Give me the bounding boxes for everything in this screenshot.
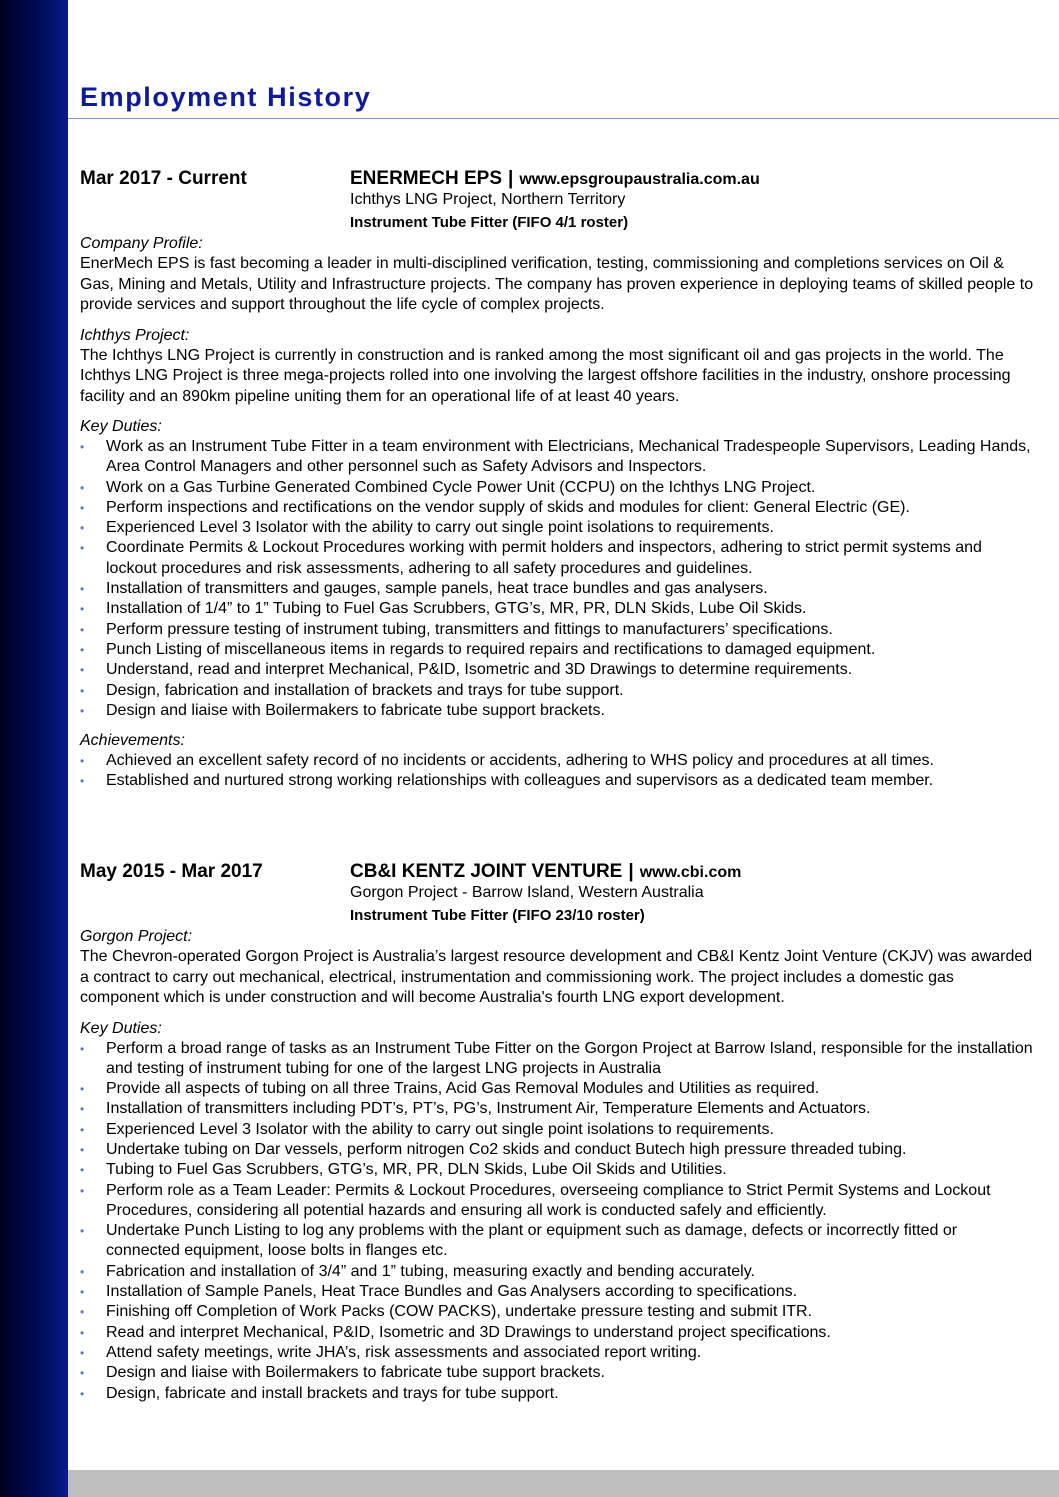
bullet-icon: •	[80, 1366, 85, 1381]
list-item-text: Work on a Gas Turbine Generated Combined Cycle Power Unit (CCPU) on the Ichthys LNG Project.	[106, 478, 816, 496]
list-item-text: Understand, read and interpret Mechanical, P&ID, Isometric and 3D Drawings to determine requirements.	[106, 661, 853, 679]
list-item	[80, 1282, 1035, 1302]
bullet-icon: •	[80, 1305, 85, 1320]
bullet-icon: •	[80, 774, 85, 789]
list-item	[80, 1262, 1035, 1282]
list-item	[80, 681, 1035, 701]
title-divider	[68, 118, 1059, 119]
job-company	[350, 168, 760, 191]
job-role: Instrument Tube Fitter (FIFO 23/10 roster)	[350, 907, 645, 924]
list-item	[80, 771, 1035, 791]
list-item-text: Established and nurtured strong working relationships with colleagues and supervisors as a dedicated team member.	[106, 772, 934, 790]
list-item-text: Perform role as a Team Leader: Permits & Lockout Procedures, overseeing compliance to Strict Permit Systems and Lockout Procedures, considering all potential hazards and ensuring all work is conducted safely and efficiently.	[106, 1181, 991, 1219]
job-period: May 2015 - Mar 2017	[80, 861, 263, 882]
list-item	[80, 599, 1035, 619]
list-item	[80, 1221, 1035, 1262]
bullet-icon: •	[80, 1082, 85, 1097]
section-title: Employment History	[80, 82, 372, 112]
bullet-icon: •	[80, 1142, 85, 1157]
bullet-icon: •	[80, 1122, 85, 1137]
company-name: CB&I KENTZ JOINT VENTURE	[350, 861, 623, 882]
list-item-text: Read and interpret Mechanical, P&ID, Isometric and 3D Drawings to understand project specifications.	[106, 1323, 831, 1341]
list-item	[80, 620, 1035, 640]
duties-label: Key Duties:	[80, 1019, 162, 1037]
achievements-label: Achievements:	[80, 732, 185, 750]
list-item	[80, 1099, 1035, 1119]
list-item	[80, 1160, 1035, 1180]
list-item	[80, 1039, 1035, 1080]
bullet-icon: •	[80, 1224, 85, 1239]
job-entry	[80, 168, 1035, 792]
bullet-icon: •	[80, 1345, 85, 1360]
bullet-icon: •	[80, 622, 85, 637]
list-item-text: Achieved an excellent safety record of no incidents or accidents, adhering to WHS policy and procedures at all times.	[106, 752, 934, 770]
bullet-icon: •	[80, 541, 85, 556]
list-item-text: Undertake tubing on Dar vessels, perform nitrogen Co2 skids and conduct Butech high pressure threaded tubing.	[106, 1140, 907, 1158]
bullet-icon: •	[80, 500, 85, 515]
list-item-text: Work as an Instrument Tube Fitter in a team environment with Electricians, Mechanical Tradespeople Supervisors, Leading Hands, Area Control Managers and other personnel such as Safety Advisors and Inspectors.	[106, 438, 1031, 476]
list-item-text: Experienced Level 3 Isolator with the ability to carry out single point isolations to requirements.	[106, 519, 774, 537]
job-header	[80, 861, 1035, 924]
list-item-text: Installation of transmitters including PDT’s, PT’s, PG’s, Instrument Air, Temperature Elements and Actuators.	[106, 1100, 871, 1118]
profile-label: Company Profile:	[80, 235, 203, 252]
list-item	[80, 1079, 1035, 1099]
company-url: www.epsgroupaustralia.com.au	[519, 171, 760, 188]
bullet-icon: •	[80, 480, 85, 495]
duties-list	[80, 437, 1035, 721]
list-item	[80, 1323, 1035, 1343]
job-location: Gorgon Project - Barrow Island, Western Australia	[350, 884, 704, 901]
footer-bar	[68, 1470, 1059, 1497]
list-item-text: Undertake Punch Listing to log any problems with the plant or equipment such as damage, defects or incorrectly fitted or connected equipment, loose bolts in flanges etc.	[106, 1222, 958, 1260]
list-item-text: Design and liaise with Boilermakers to fabricate tube support brackets.	[106, 1364, 605, 1382]
bullet-icon: •	[80, 754, 85, 769]
profile-text: EnerMech EPS is fast becoming a leader in multi-disciplined verification, testing, commissioning and completions services on Oil & Gas, Mining and Metals, Utility and Infrastructure projects. The company has proven experience in deploying teams of skilled people to provide services and support throughout the life cycle of complex projects.	[80, 255, 1034, 313]
company-url: www.cbi.com	[639, 864, 742, 881]
list-item-text: Design, fabrication and installation of brackets and trays for tube support.	[106, 681, 624, 699]
list-item	[80, 437, 1035, 478]
list-item-text: Provide all aspects of tubing on all three Trains, Acid Gas Removal Modules and Utilities as required.	[106, 1080, 820, 1098]
job-company	[350, 861, 741, 884]
bullet-icon: •	[80, 1325, 85, 1340]
bullet-icon: •	[80, 602, 85, 617]
job-header	[80, 168, 1035, 231]
list-item-text: Tubing to Fuel Gas Scrubbers, GTG’s, MR, PR, DLN Skids, Lube Oil Skids and Utilities.	[106, 1161, 727, 1179]
list-item-text: Installation of 1/4” to 1” Tubing to Fuel Gas Scrubbers, GTG’s, MR, PR, DLN Skids, Lube Oil Skids.	[106, 600, 807, 618]
list-item	[80, 701, 1035, 721]
duties-list	[80, 1039, 1035, 1404]
list-item-text: Attend safety meetings, write JHA’s, risk assessments and associated report writing.	[106, 1343, 702, 1361]
bullet-icon: •	[80, 1264, 85, 1279]
bullet-icon: •	[80, 703, 85, 718]
job-entry	[80, 861, 1035, 1404]
bullet-icon: •	[80, 1386, 85, 1401]
list-item	[80, 518, 1035, 538]
company-separator: |	[508, 168, 514, 189]
list-item-text: Installation of transmitters and gauges, sample panels, heat trace bundles and gas analysers.	[106, 580, 768, 598]
company-separator: |	[628, 861, 634, 882]
bullet-icon: •	[80, 1285, 85, 1300]
list-item-text: Design and liaise with Boilermakers to fabricate tube support brackets.	[106, 701, 605, 719]
list-item	[80, 1363, 1035, 1383]
list-item	[80, 640, 1035, 660]
bullet-icon: •	[80, 683, 85, 698]
bullet-icon: •	[80, 521, 85, 536]
list-item	[80, 1181, 1035, 1222]
bullet-icon: •	[80, 1183, 85, 1198]
list-item	[80, 498, 1035, 518]
bullet-icon: •	[80, 642, 85, 657]
job-location: Ichthys LNG Project, Northern Territory	[350, 191, 626, 208]
list-item	[80, 538, 1035, 579]
duties-label: Key Duties:	[80, 418, 162, 435]
project-label: Gorgon Project:	[80, 928, 193, 945]
list-item	[80, 660, 1035, 680]
list-item	[80, 1302, 1035, 1322]
job-period: Mar 2017 - Current	[80, 168, 247, 189]
list-item-text: Punch Listing of miscellaneous items in regards to required repairs and rectifications to damaged equipment.	[106, 640, 876, 658]
list-item-text: Coordinate Permits & Lockout Procedures working with permit holders and inspectors, adhering to strict permit systems and lockout procedures and risk assessments, adhering to all safety procedures and guidelines.	[106, 539, 982, 577]
list-item	[80, 478, 1035, 498]
job-role: Instrument Tube Fitter (FIFO 4/1 roster)	[350, 214, 629, 231]
list-item	[80, 1343, 1035, 1363]
list-item-text: Perform a broad range of tasks as an Instrument Tube Fitter on the Gorgon Project at Barrow Island, responsible for the installation and testing of instrument tubing for one of the largest LNG projects in Australia	[106, 1039, 1033, 1077]
list-item-text: Experienced Level 3 Isolator with the ability to carry out single point isolations to requirements.	[106, 1120, 774, 1138]
list-item-text: Perform inspections and rectifications on the vendor supply of skids and modules for client: General Electric (GE).	[106, 498, 910, 516]
list-item-text: Finishing off Completion of Work Packs (COW PACKS), undertake pressure testing and submit ITR.	[106, 1303, 813, 1321]
bullet-icon: •	[80, 440, 85, 454]
bullet-icon: •	[80, 1102, 85, 1117]
list-item	[80, 1120, 1035, 1140]
list-item	[80, 1140, 1035, 1160]
sidebar-band	[0, 0, 68, 1497]
bullet-icon: •	[80, 1041, 85, 1056]
list-item-text: Perform pressure testing of instrument tubing, transmitters and fittings to manufacturers’ specifications.	[106, 620, 833, 638]
list-item	[80, 579, 1035, 599]
bullet-icon: •	[80, 1163, 85, 1178]
list-item-text: Design, fabricate and install brackets and trays for tube support.	[106, 1384, 559, 1402]
list-item-text: Fabrication and installation of 3/4” and 1” tubing, measuring exactly and bending accurately.	[106, 1262, 755, 1280]
company-name: ENERMECH EPS	[350, 168, 503, 189]
project-text: The Chevron-operated Gorgon Project is Australia’s largest resource development and CB&I Kentz Joint Venture (CKJV) was awarded a contract to carry out mechanical, electrical, instrumentation and commissioning work. The project includes a domestic gas component which is under construction and will become Australia's fourth LNG export development.	[80, 948, 1033, 1006]
achievements-list	[80, 751, 1035, 792]
list-item	[80, 1384, 1035, 1404]
list-item-text: Installation of Sample Panels, Heat Trace Bundles and Gas Analysers according to specifications.	[106, 1283, 798, 1301]
project-text: The Ichthys LNG Project is currently in construction and is ranked among the most significant oil and gas projects in the world. The Ichthys LNG Project is three mega-projects rolled into one involving the largest offshore facilities in the industry, onshore processing facility and an 890km pipeline uniting them for an operational life of at least 40 years.	[80, 346, 1011, 405]
bullet-icon: •	[80, 663, 85, 678]
project-label: Ichthys Project:	[80, 326, 190, 344]
bullet-icon: •	[80, 582, 85, 597]
list-item	[80, 751, 1035, 771]
